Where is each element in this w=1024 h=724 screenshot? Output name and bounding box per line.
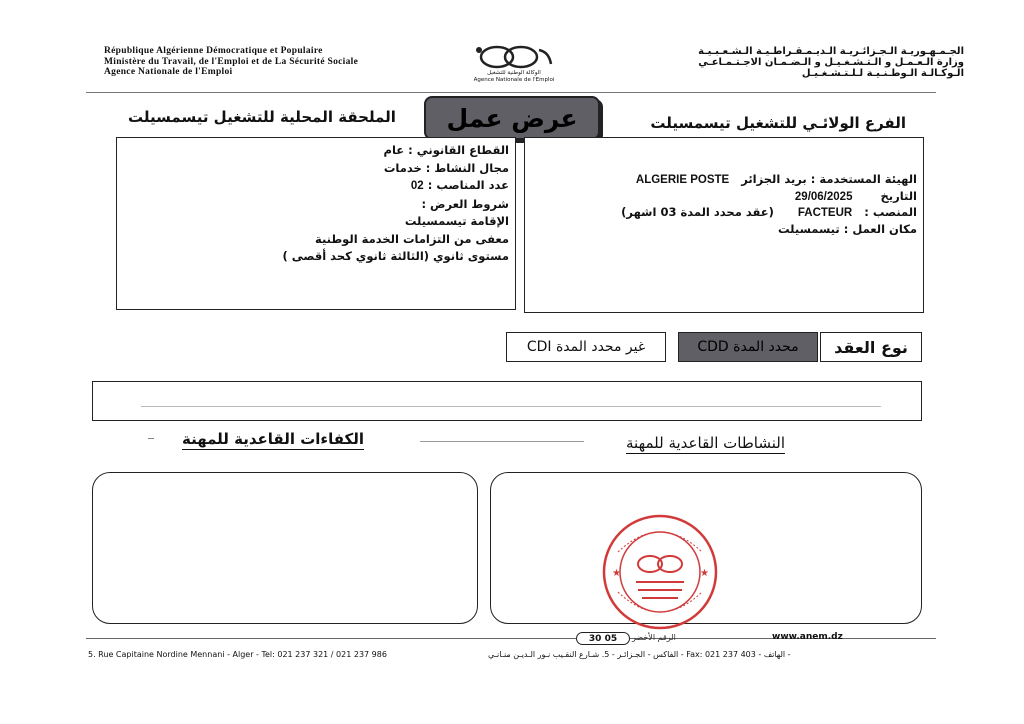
date-row: التاريخ 29/06/2025 xyxy=(794,188,917,203)
svg-text:★: ★ xyxy=(612,568,621,579)
employer-row: الهيئة المستخدمة : بريد الجزائر ALGERIE POSTE xyxy=(635,172,917,186)
condition-military: معفى من التزامات الخدمة الوطنية xyxy=(314,231,509,246)
date-value: 29/06/2025 xyxy=(794,190,853,203)
condition-education: مستوى ثانوي (الثالثة ثانوي كحد أقصى ) xyxy=(282,249,509,263)
skills-section-title: الكفاءات القاعدية للمهنة xyxy=(182,430,365,448)
anem-logo xyxy=(462,44,566,83)
footer-address-fr: 5. Rue Capitaine Nordine Mennani - Alger - Tel: 021 237 321 / 021 237 986 xyxy=(88,650,387,659)
condition-residence: الإقامة تيسمسيلت xyxy=(404,214,509,228)
employer-name-fr: ALGERIE POSTE xyxy=(635,174,730,186)
workplace-value: تيسمسيلت xyxy=(778,221,840,236)
svg-text:★: ★ xyxy=(700,568,709,579)
offer-conditions-box xyxy=(116,137,516,310)
employer-name-ar: بريد الجزائر xyxy=(741,172,807,186)
workplace-row: مكان العمل : تيسمسيلت xyxy=(778,221,917,236)
green-number-badge: 30 05 xyxy=(576,632,630,645)
contract-option-cdd[interactable]: محدد المدة CDD xyxy=(678,332,818,362)
green-number-label: الرقم الأخضر xyxy=(632,633,676,642)
header-french xyxy=(104,46,358,78)
local-annex-title: الملحقة المحلية للتشغيل تيسمسيلت xyxy=(128,108,396,126)
offer-conditions-label: شروط العرض : xyxy=(421,196,509,211)
regional-branch-title: الفرع الولائـي للتشغيل تيسمسيلت xyxy=(650,114,906,132)
dash-mark xyxy=(148,438,154,439)
official-stamp xyxy=(600,512,720,632)
header-ar-line2: وزارة الـعـمـل و الـتـشـغـيـل و الـضـمـان الاجـتـمـاعـي xyxy=(698,57,964,68)
header-fr-line2: Ministère du Travail, de l'Emploi et de La Sécurité Sociale xyxy=(104,56,359,67)
contract-type-label: نوع العقد xyxy=(820,332,922,362)
footer-address-ar: - الهاتف - Fax: 021 237 403 - الفاكس - الجـزائـر - 5. شـارع النقـيب نـور الـديـن منـانـي xyxy=(488,650,791,659)
positions-value: 02 xyxy=(410,180,424,192)
notes-line xyxy=(141,406,881,407)
activities-section-title: النشاطات القاعدية للمهنة xyxy=(626,434,786,452)
positions-count: عدد المناصب : 02 xyxy=(410,178,509,192)
header-divider xyxy=(86,92,936,93)
document-title: عرض عمل xyxy=(424,96,600,140)
notes-box xyxy=(92,381,922,421)
header-ar-line3: الـوكـالـة الـوطـنـيـة لـلـتـشـغـيـل xyxy=(801,68,964,79)
anem-logo-icon xyxy=(469,44,559,70)
header-ar-line1: الجـمـهـوريـة الـجـزائـريـة الـديـمـقـراطـيـة الـشـعـبـيـة xyxy=(698,46,964,57)
employer-details-box xyxy=(524,137,924,313)
skills-box xyxy=(92,472,478,624)
header-arabic xyxy=(698,46,964,79)
section-divider-left xyxy=(420,441,584,442)
post-value: FACTEUR xyxy=(797,207,853,219)
contract-option-cdi[interactable]: غير محدد المدة CDI xyxy=(506,332,666,362)
activity-field: مجال النشاط : خدمات xyxy=(383,160,509,175)
post-row: المنصب : FACTEUR (عقد محدد المدة 03 اشهر) xyxy=(621,205,917,219)
header-fr-line1: République Algérienne Démocratique et Populaire xyxy=(104,46,323,56)
logo-text-ar: الوكالة الوطنية للتشغيل xyxy=(487,70,541,76)
logo-text-fr: Agence Nationale de l'Emploi xyxy=(473,76,555,83)
header-fr-line3: Agence Nationale de l'Emploi xyxy=(104,67,233,77)
legal-sector: القطاع القانوني : عام xyxy=(383,143,509,157)
website-link[interactable]: www.anem.dz xyxy=(772,632,843,642)
post-contract-duration: (عقد محدد المدة 03 اشهر) xyxy=(621,205,774,219)
